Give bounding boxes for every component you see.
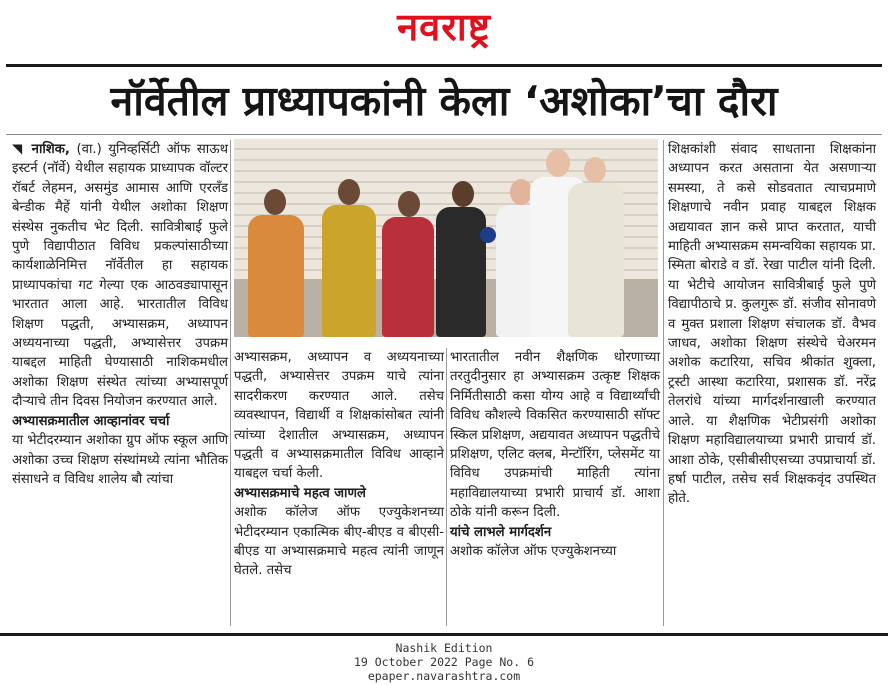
masthead-logo: नवराष्ट्र (397, 5, 491, 49)
article-text-col3: भारतातील नवीन शैक्षणिक धोरणाच्या तरतुदीनुसार हा अभ्यासक्रम उत्कृष्ट शिक्षक निर्मितीसाठी कसा योग्य आहे व विद्यार्थ्यांची विविध कौशल्ये विकसित करण्यासाठी सॉफ्ट स्किल प्रशिक्षण, अद्ययावत अध्यापन पद्धतीचे प्रशिक्षण, एलिट क्लब, मेन्टॉरिंग, प्लेसमेंट या विविध उपक्रमांची माहिती त्यांना महाविद्यालयाच्या प्रभारी प्राचार्य डॉ. आशा ठोके यांनी करून दिली. (450, 350, 660, 521)
footer-rule (0, 633, 888, 636)
dateline-bullet-icon: ◥ (12, 142, 32, 157)
article-text-col1: (वा.) युनिव्हर्सिटी ऑफ साऊथ इस्टर्न (नॉर्वे) येथील सहायक प्राध्यापक वॉल्टर रॉबर्ट लेहमन, असमुंड आमास आणि एरलँड बेन्डीक मैहें यांनी येथील अशोका शिक्षण संस्थेस नुकतीच भेट दिली. सावित्रीबाई फुले पुणे विद्यापीठात विविध प्रकल्पांसाठीच्या कार्यशाळेनिमित्त नॉर्वेतील हा सहायक प्राध्यापकांचा गट गेल्या एक आठवड्यापासून भारतात आला आहे. भारतातील विविध शिक्षण पद्धती, अभ्यासक्रम, अध्यापन अध्ययनाच्या पद्धती, अभ्यासेत्तर उपक्रम याबद्दल माहिती घेण्यासाठी नाशिकमधील अशोका शिक्षण संस्थेत त्यांच्या अभ्यासपूर्ण दौऱ्याचे तीन दिवस नियोजन करण्यात आले. (12, 142, 229, 410)
article-text-col3-continued: अशोक कॉलेज ऑफ एज्युकेशनच्या (450, 544, 617, 560)
subhead-importance: अभ्यासक्रमाचे महत्व जाणले (234, 485, 366, 501)
article-column-3 (450, 348, 660, 561)
footer-site: epaper.navarashtra.com (367, 669, 521, 683)
headline: नॉर्वेतील प्राध्यापकांनी केला ‘अशोका’चा दौरा (110, 77, 778, 125)
article-column-2 (234, 348, 444, 581)
article-text-col1-end: त्यांचा (146, 471, 174, 487)
masthead-rule (6, 64, 882, 67)
article-text-col4: शिक्षकांशी संवाद साधताना शिक्षकांना अध्यापन करत असताना येत असणाऱ्या समस्या, ते कसे सोडवतात त्याचप्रमाणे शिक्षणाचे नवीन प्रवाह याबद्दल शिक्षक अद्ययावत ज्ञान कसे प्राप्त करतात, याची माहिती अभ्यासक्रम समन्वयिका सहायक प्रा. स्मिता बोराडे व डॉ. रेखा पाटील यांनी दिली. या भेटीचे आयोजन सावित्रीबाई फुले पुणे विद्यापीठाचे प्र. कुलगुरू डॉ. संजीव सोनावणे व मुक्त प्रशाला शिक्षण संचालक डॉ. वैभव जाधव, अशोका शिक्षण संस्थेचे चेअरमन अशोक कटारिया, सचिव श्रीकांत शुक्ला, ट्रस्टी आस्था कटारिया, प्रशासक डॉ. नरेंद्र तेलरांधे यांच्या मार्गदर्शनाखाली करण्यात आले. या शैक्षणिक भेटीप्रसंगी अशोका शिक्षण महाविद्यालयाच्या प्रभारी प्राचार्य डॉ. आशा ठोके, एसीबीसीएसच्या उपप्राचार्या डॉ. हर्षा पाटील, तसेच सर्व शिक्षकवृंद उपस्थित होते. (668, 142, 876, 507)
article-text-col2: अभ्यासक्रम, अध्यापन व अध्ययनाच्या पद्धती, अभ्यासेत्तर उपक्रम याचे त्यांना सादरीकरण करण्यात आले. तसेच व्यवस्थापन, विद्यार्थी व शिक्षकांसोबत त्यांनी त्यांच्या देशातील अभ्यासक्रम, अध्यापन पद्धती व अभ्यासक्रमातील विविध आव्हाने याबद्दल चर्चा केली. (234, 350, 444, 482)
subhead-guidance: यांचे लाभले मार्गदर्शन (450, 524, 552, 540)
article-column-1 (12, 140, 228, 489)
headline-rule (6, 134, 882, 135)
column-divider (230, 140, 231, 626)
subhead-challenges: अभ्यासक्रमातील आव्हानांवर चर्चा (12, 413, 170, 429)
article-column-4 (668, 140, 876, 509)
dateline: नाशिक, (31, 142, 70, 157)
column-divider (446, 348, 447, 626)
column-divider (663, 140, 664, 626)
article-text-col2-continued: अशोक कॉलेज ऑफ एज्युकेशनच्या भेटीदरम्यान एकात्मिक बीए-बीएड व बीएसी-बीएड या अभ्यासक्रमाचे महत्व त्यांनी जाणून घेतले. तसेच (234, 505, 444, 579)
footer-edition: Nashik Edition (395, 641, 493, 655)
article-text-col1-continued: या भेटीदरम्यान अशोका ग्रुप ऑफ स्कूल आणि अशोका उच्च शिक्षण संस्थांमध्ये त्यांना भौतिक संसाधने व विविध शालेय बौ (12, 433, 228, 487)
footer-date-page: 19 October 2022 Page No. 6 (353, 655, 534, 669)
photo-memento (480, 227, 496, 243)
article-photo (234, 139, 658, 337)
